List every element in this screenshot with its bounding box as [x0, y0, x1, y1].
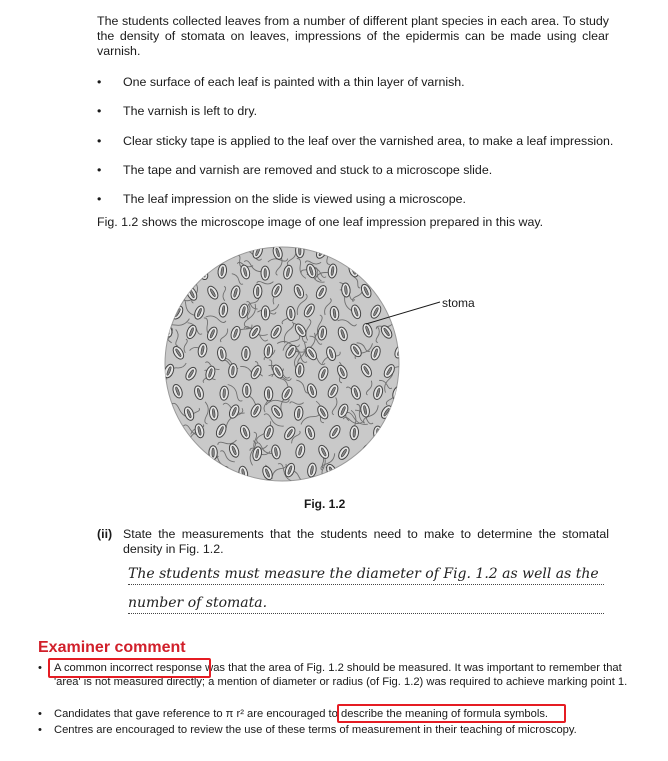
list-item-text: Clear sticky tape is applied to the leaf over the varnished area, to make a leaf impression. [123, 134, 614, 148]
bullet-icon: • [97, 75, 102, 89]
bullet-icon: • [38, 662, 42, 674]
highlight-box [337, 704, 566, 723]
question-text: State the measurements that the students need to make to determine the stomatal density in Fig. 1.2. [123, 527, 609, 556]
question-number: (ii) [97, 527, 113, 541]
figure-caption: Fig. 1.2 [304, 497, 346, 511]
bullet-icon: • [97, 192, 102, 206]
list-item-text: The tape and varnish are removed and stuck to a microscope slide. [123, 163, 493, 177]
figure-intro: Fig. 1.2 shows the microscope image of one leaf impression prepared in this way. [97, 215, 544, 229]
stoma-label: stoma [442, 296, 475, 310]
examiner-comment-title: Examiner comment [38, 639, 186, 656]
bullet-icon: • [38, 708, 42, 720]
bullet-icon: • [97, 104, 102, 118]
highlighted-phrase: A common incorrect response [54, 662, 202, 674]
bullet-icon: • [97, 163, 102, 177]
comment-text: was that the area of Fig. 1.2 should be measured. It was important to remember that 'area' is not measured directly; a mention of diameter or radius (of Fig. 1.2) was required to achieve marking point 1. [54, 662, 628, 688]
highlight-box [48, 658, 211, 678]
intro-paragraph: The students collected leaves from a number of different plant species in each area. To study the density of stomata on leaves, impressions of the epidermis can be made using clear varnish. [97, 14, 609, 58]
list-item-text: One surface of each leaf is painted with a thin layer of varnish. [123, 75, 465, 89]
list-item-text: The leaf impression on the slide is viewed using a microscope. [123, 192, 466, 206]
list-item-text: The varnish is left to dry. [123, 104, 258, 118]
highlighted-phrase: describe the meaning of formula symbols. [340, 708, 549, 720]
stoma-leader-line [366, 302, 440, 324]
answer-line-1: The students must measure the diameter of Fig. 1.2 as well as the [128, 564, 604, 585]
bullet-icon: • [38, 724, 42, 736]
examiner-comment-text: Centres are encouraged to review the use of these terms of measurement in their teaching of microscopy. [54, 724, 577, 736]
bullet-icon: • [97, 134, 102, 148]
comment-text: Candidates that gave reference to π r² are encouraged to [54, 708, 341, 720]
answer-line-2: number of stomata. [128, 593, 604, 614]
